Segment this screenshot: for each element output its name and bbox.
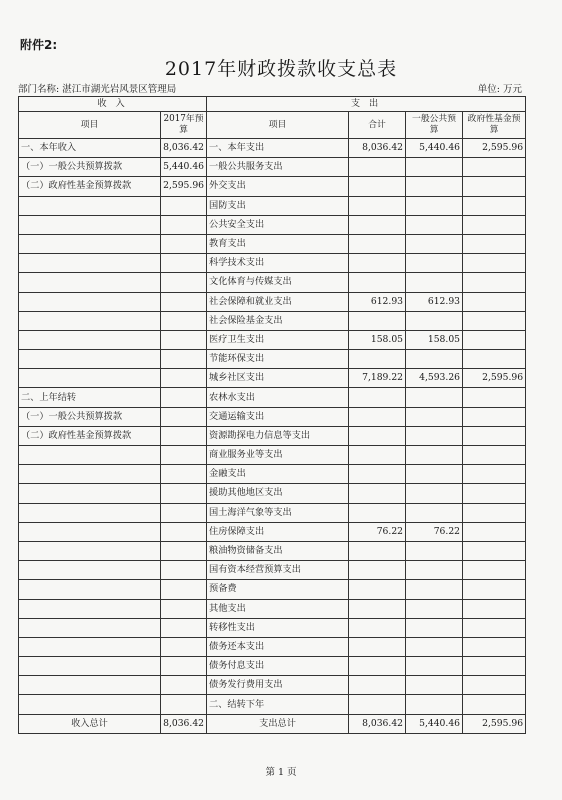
fund-budget-cell — [463, 196, 526, 215]
income-value-cell — [161, 695, 207, 714]
income-item-cell: （二）政府性基金预算拨款 — [19, 177, 161, 196]
fund-budget-cell — [463, 158, 526, 177]
total-cell: 7,189.22 — [349, 369, 406, 388]
general-budget-cell — [406, 618, 463, 637]
income-item-cell — [19, 657, 161, 676]
table-row — [19, 599, 526, 618]
general-budget-cell — [406, 388, 463, 407]
general-budget-cell — [406, 177, 463, 196]
unit-label: 单位: 万元 — [477, 84, 522, 95]
general-budget-cell — [406, 273, 463, 292]
total-cell: 612.93 — [349, 292, 406, 311]
table-row — [19, 426, 526, 445]
expense-item-cell: 文化体育与传媒支出 — [207, 273, 349, 292]
income-value-cell — [161, 484, 207, 503]
table-row — [19, 522, 526, 541]
budget-table — [18, 96, 526, 734]
income-value-cell — [161, 580, 207, 599]
general-budget-cell — [406, 695, 463, 714]
income-item-cell — [19, 561, 161, 580]
fund-budget-cell — [463, 541, 526, 560]
general-total-cell: 5,440.46 — [406, 714, 463, 733]
expense-item-cell: 交通运输支出 — [207, 407, 349, 426]
table-row — [19, 330, 526, 349]
income-item-cell — [19, 350, 161, 369]
col-header-budget: 2017年预算 — [161, 112, 207, 139]
table-row — [19, 503, 526, 522]
table-row — [19, 484, 526, 503]
table-row — [19, 139, 526, 158]
fund-budget-cell — [463, 599, 526, 618]
income-item-cell — [19, 580, 161, 599]
expense-item-cell: 外交支出 — [207, 177, 349, 196]
income-value-cell — [161, 215, 207, 234]
total-cell — [349, 446, 406, 465]
table-row — [19, 637, 526, 656]
section-header-row — [19, 97, 526, 112]
total-cell — [349, 618, 406, 637]
income-value-cell — [161, 426, 207, 445]
page-title: 2017年财政拨款收支总表 — [164, 58, 398, 80]
fund-budget-cell — [463, 177, 526, 196]
fund-budget-cell — [463, 215, 526, 234]
expense-item-cell: 债务还本支出 — [207, 637, 349, 656]
fund-budget-cell — [463, 618, 526, 637]
income-item-cell — [19, 292, 161, 311]
income-item-cell — [19, 330, 161, 349]
income-value-cell — [161, 599, 207, 618]
income-value-cell — [161, 465, 207, 484]
income-value-cell: 8,036.42 — [161, 139, 207, 158]
income-item-cell — [19, 637, 161, 656]
expense-item-cell: 社会保险基金支出 — [207, 311, 349, 330]
fund-budget-cell — [463, 657, 526, 676]
table-row — [19, 350, 526, 369]
income-item-cell — [19, 676, 161, 695]
income-value-cell — [161, 657, 207, 676]
income-item-cell — [19, 618, 161, 637]
income-value-cell — [161, 292, 207, 311]
expense-item-cell: 一般公共服务支出 — [207, 158, 349, 177]
income-item-cell: （二）政府性基金预算拨款 — [19, 426, 161, 445]
income-item-cell — [19, 311, 161, 330]
general-budget-cell — [406, 446, 463, 465]
total-cell — [349, 388, 406, 407]
col-header-fund: 政府性基金预算 — [463, 112, 526, 139]
general-budget-cell: 76.22 — [406, 522, 463, 541]
expense-item-cell: 二、结转下年 — [207, 695, 349, 714]
income-value-cell — [161, 388, 207, 407]
general-budget-cell — [406, 657, 463, 676]
fund-budget-cell — [463, 311, 526, 330]
general-budget-cell — [406, 637, 463, 656]
expense-item-cell: 商业服务业等支出 — [207, 446, 349, 465]
table-row — [19, 676, 526, 695]
income-item-cell — [19, 599, 161, 618]
table-row — [19, 273, 526, 292]
fund-budget-cell — [463, 522, 526, 541]
grand-total-cell: 8,036.42 — [349, 714, 406, 733]
col-header-total: 合计 — [349, 112, 406, 139]
total-cell — [349, 580, 406, 599]
total-cell — [349, 196, 406, 215]
fund-budget-cell — [463, 446, 526, 465]
general-budget-cell — [406, 350, 463, 369]
income-item-cell — [19, 196, 161, 215]
col-header-income-item: 项目 — [19, 112, 161, 139]
income-item-cell — [19, 234, 161, 253]
income-value-cell: 2,595.96 — [161, 177, 207, 196]
fund-budget-cell: 2,595.96 — [463, 139, 526, 158]
fund-budget-cell — [463, 484, 526, 503]
income-value-cell — [161, 522, 207, 541]
fund-budget-cell — [463, 254, 526, 273]
income-total-label: 收入总计 — [19, 714, 161, 733]
expense-item-cell: 科学技术支出 — [207, 254, 349, 273]
income-value-cell — [161, 369, 207, 388]
income-value-cell: 5,440.46 — [161, 158, 207, 177]
general-budget-cell — [406, 311, 463, 330]
col-header-general: 一般公共预算 — [406, 112, 463, 139]
expense-item-cell: 其他支出 — [207, 599, 349, 618]
total-cell — [349, 254, 406, 273]
general-budget-cell: 158.05 — [406, 330, 463, 349]
total-cell — [349, 695, 406, 714]
expense-item-cell: 预备费 — [207, 580, 349, 599]
total-cell: 158.05 — [349, 330, 406, 349]
total-cell — [349, 426, 406, 445]
general-budget-cell: 4,593.26 — [406, 369, 463, 388]
table-row — [19, 234, 526, 253]
fund-budget-cell — [463, 503, 526, 522]
total-cell — [349, 158, 406, 177]
income-value-cell — [161, 561, 207, 580]
table-row — [19, 215, 526, 234]
general-budget-cell — [406, 580, 463, 599]
total-cell — [349, 503, 406, 522]
table-row — [19, 561, 526, 580]
table-row — [19, 311, 526, 330]
fund-budget-cell — [463, 330, 526, 349]
income-section-header: 收 入 — [19, 97, 207, 112]
general-budget-cell — [406, 158, 463, 177]
table-row — [19, 541, 526, 560]
general-budget-cell — [406, 254, 463, 273]
fund-budget-cell: 2,595.96 — [463, 369, 526, 388]
column-header-row — [19, 112, 526, 139]
income-item-cell — [19, 254, 161, 273]
expense-total-label: 支出总计 — [207, 714, 349, 733]
expense-item-cell: 转移性支出 — [207, 618, 349, 637]
income-value-cell — [161, 618, 207, 637]
total-cell — [349, 657, 406, 676]
table-row — [19, 196, 526, 215]
income-value-cell — [161, 637, 207, 656]
general-budget-cell — [406, 561, 463, 580]
table-row — [19, 177, 526, 196]
income-item-cell — [19, 522, 161, 541]
general-budget-cell — [406, 407, 463, 426]
income-item-cell — [19, 215, 161, 234]
income-item-cell: 二、上年结转 — [19, 388, 161, 407]
income-item-cell — [19, 446, 161, 465]
total-cell — [349, 484, 406, 503]
general-budget-cell — [406, 234, 463, 253]
table-row — [19, 292, 526, 311]
expense-item-cell: 医疗卫生支出 — [207, 330, 349, 349]
table-row — [19, 158, 526, 177]
fund-budget-cell — [463, 350, 526, 369]
income-value-cell — [161, 446, 207, 465]
general-budget-cell — [406, 465, 463, 484]
attachment-label: 附件2: — [20, 38, 58, 52]
general-budget-cell — [406, 503, 463, 522]
income-value-cell — [161, 330, 207, 349]
general-budget-cell: 612.93 — [406, 292, 463, 311]
table-row — [19, 618, 526, 637]
general-budget-cell — [406, 676, 463, 695]
total-cell — [349, 215, 406, 234]
expense-item-cell: 住房保障支出 — [207, 522, 349, 541]
fund-budget-cell — [463, 561, 526, 580]
total-cell — [349, 273, 406, 292]
total-cell — [349, 561, 406, 580]
expense-item-cell: 援助其他地区支出 — [207, 484, 349, 503]
general-budget-cell — [406, 215, 463, 234]
table-row — [19, 695, 526, 714]
table-row — [19, 388, 526, 407]
expense-item-cell: 节能环保支出 — [207, 350, 349, 369]
total-cell — [349, 407, 406, 426]
table-row — [19, 465, 526, 484]
table-row — [19, 657, 526, 676]
expense-item-cell: 金融支出 — [207, 465, 349, 484]
income-item-cell: （一）一般公共预算拨款 — [19, 407, 161, 426]
table-row — [19, 446, 526, 465]
total-cell: 8,036.42 — [349, 139, 406, 158]
fund-budget-cell — [463, 580, 526, 599]
expense-section-header: 支 出 — [207, 97, 526, 112]
table-row — [19, 407, 526, 426]
income-value-cell — [161, 273, 207, 292]
fund-total-cell: 2,595.96 — [463, 714, 526, 733]
expense-item-cell: 债务发行费用支出 — [207, 676, 349, 695]
total-cell — [349, 311, 406, 330]
fund-budget-cell — [463, 388, 526, 407]
income-item-cell — [19, 541, 161, 560]
expense-item-cell: 资源勘探电力信息等支出 — [207, 426, 349, 445]
expense-item-cell: 国有资本经营预算支出 — [207, 561, 349, 580]
income-value-cell — [161, 254, 207, 273]
fund-budget-cell — [463, 273, 526, 292]
income-item-cell: 一、本年收入 — [19, 139, 161, 158]
expense-item-cell: 粮油物资储备支出 — [207, 541, 349, 560]
expense-item-cell: 债务付息支出 — [207, 657, 349, 676]
expense-item-cell: 国土海洋气象等支出 — [207, 503, 349, 522]
table-row — [19, 369, 526, 388]
totals-row — [19, 714, 526, 733]
income-item-cell — [19, 503, 161, 522]
income-item-cell — [19, 695, 161, 714]
income-item-cell: （一）一般公共预算拨款 — [19, 158, 161, 177]
fund-budget-cell — [463, 292, 526, 311]
expense-item-cell: 农林水支出 — [207, 388, 349, 407]
page-number: 第 1 页 — [265, 767, 297, 778]
total-cell — [349, 676, 406, 695]
general-budget-cell — [406, 484, 463, 503]
general-budget-cell: 5,440.46 — [406, 139, 463, 158]
expense-item-cell: 一、本年支出 — [207, 139, 349, 158]
expense-item-cell: 公共安全支出 — [207, 215, 349, 234]
fund-budget-cell — [463, 695, 526, 714]
income-value-cell — [161, 311, 207, 330]
total-cell — [349, 234, 406, 253]
income-item-cell — [19, 465, 161, 484]
total-cell — [349, 350, 406, 369]
income-value-cell — [161, 196, 207, 215]
fund-budget-cell — [463, 465, 526, 484]
income-item-cell — [19, 484, 161, 503]
fund-budget-cell — [463, 676, 526, 695]
income-value-cell — [161, 234, 207, 253]
fund-budget-cell — [463, 426, 526, 445]
income-value-cell — [161, 350, 207, 369]
income-value-cell — [161, 503, 207, 522]
total-cell — [349, 637, 406, 656]
income-value-cell — [161, 407, 207, 426]
general-budget-cell — [406, 599, 463, 618]
total-cell: 76.22 — [349, 522, 406, 541]
total-cell — [349, 465, 406, 484]
fund-budget-cell — [463, 234, 526, 253]
col-header-expense-item: 项目 — [207, 112, 349, 139]
income-item-cell — [19, 273, 161, 292]
fund-budget-cell — [463, 637, 526, 656]
table-row — [19, 254, 526, 273]
income-value-cell — [161, 541, 207, 560]
total-cell — [349, 599, 406, 618]
expense-item-cell: 城乡社区支出 — [207, 369, 349, 388]
general-budget-cell — [406, 541, 463, 560]
expense-item-cell: 教育支出 — [207, 234, 349, 253]
total-cell — [349, 177, 406, 196]
department-name: 部门名称: 湛江市湖光岩风景区管理局 — [18, 84, 177, 95]
general-budget-cell — [406, 196, 463, 215]
table-row — [19, 580, 526, 599]
income-value-cell — [161, 676, 207, 695]
total-cell — [349, 541, 406, 560]
general-budget-cell — [406, 426, 463, 445]
fund-budget-cell — [463, 407, 526, 426]
expense-item-cell: 国防支出 — [207, 196, 349, 215]
expense-item-cell: 社会保障和就业支出 — [207, 292, 349, 311]
income-total-value: 8,036.42 — [161, 714, 207, 733]
income-item-cell — [19, 369, 161, 388]
